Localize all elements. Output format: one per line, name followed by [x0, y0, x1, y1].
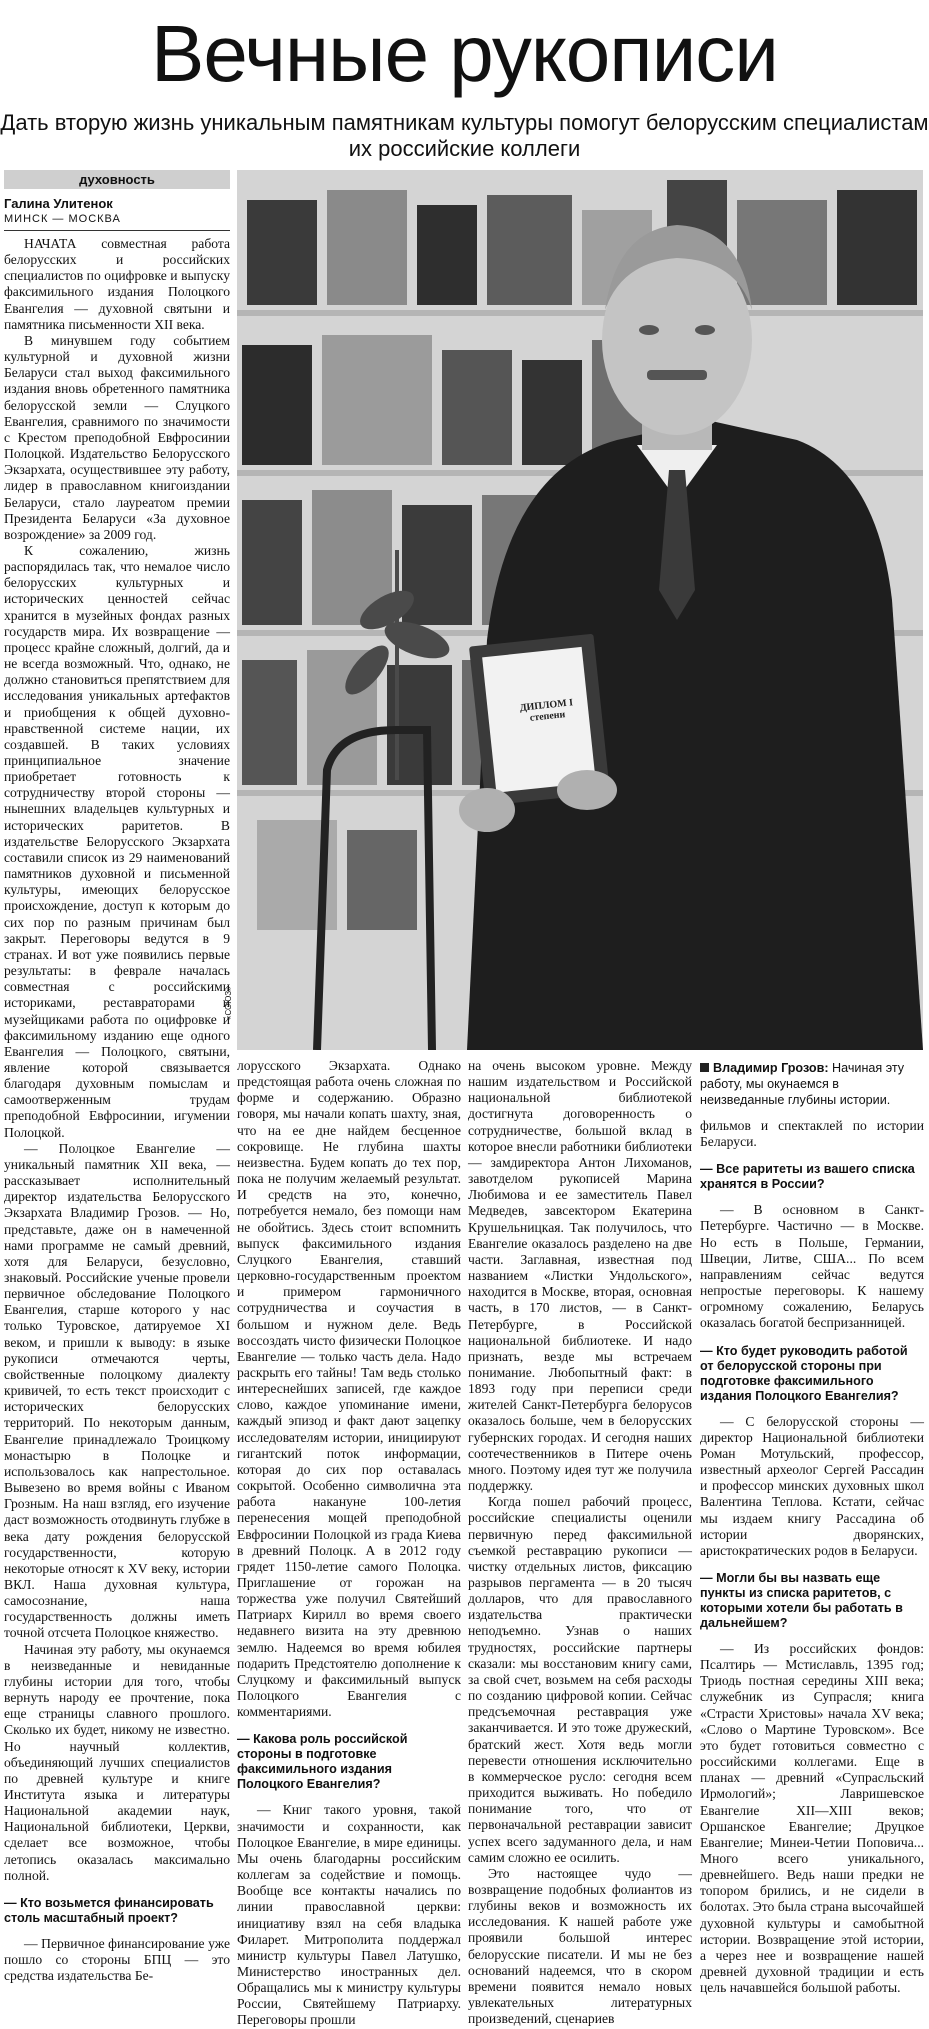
question: — Какова роль российской стороны в подготовке факсимильного издания Полоцкого Евангелия?	[237, 1732, 461, 1792]
paragraph: на очень высоком уровне. Между нашим издательством и Российской национальной библиотекой достигнута договоренность о сотрудничестве, большой вклад в которое внесли работники библиотеки — замдиректора Антон Лихоманов, завотделом рукописей Марина Любимова и ее заместитель Павел Медведев, завсектором Екатерина Крушельницкая. Так получилось, что Евангелие оказалось разделено на две части. Заглавная, известная под названием «Листки Ундольского», находится в Москве, вторая, основная часть, в 170 листов, — в Санкт-Петербурге, в Российской национальной библиотеке. И надо признать, везде мы встречаем понимание. Любопытный факт: в 1893 году при переписи среди жителей Санкт-Петербурга белорусов оказалось больше, чем в белорусских губернских городах. И сегодня наших соотечественников в Питере очень много. Поэтому идея тут же получила поддержку.	[468, 1058, 692, 1494]
question: — Могли бы вы назвать еще пункты из списка раритетов, с которыми хотели бы работать в дальнейшем?	[700, 1571, 924, 1631]
caption-name: Владимир Грозов:	[713, 1061, 829, 1075]
paragraph: Это настоящее чудо — возвращение подобных фолиантов из глубины веков и возможность их исследования. К нашей работе уже проявили большой интерес белорусские писатели. И мы не без оснований надеемся, что в скором времени появится немало новых увлекательных литературных произведений, сценариев	[468, 1865, 692, 2027]
paragraph: фильмов и спектаклей по истории Беларуси.	[700, 1118, 924, 1150]
plaque-text: ДИПЛОМ I степени	[519, 697, 574, 724]
paragraph: В минувшем году событием культурной и духовной жизни Беларуси стал выход факсимильного издания вновь обретенного памятника белорусской земли — Слуцкого Евангелия, сравнимого по значимости с Крестом преподобной Евфросинии Полоцкой. Издательство Белорусского Экзархата, осуществившее эту работу, лидер в православном книгоиздании Беларуси, стало лауреатом премии Президента Беларуси «За духовное возрождение» за 2009 год.	[4, 332, 230, 542]
paragraph: — В основном в Санкт-Петербурге. Частично — в Москве. Но есть в Польше, Германии, Швеции, Литве, США... По всем направлениям сейчас ведутся непростые переговоры. К нашему огромному сожалению, Беларусь оказалась богатой беспризанницей.	[700, 1202, 924, 1331]
paragraph: Когда пошел рабочий процесс, российские специалисты оценили первичную перед факсимильной съемкой реставрацию рукописи — чистку отдельных листов, фиксацию разрывов пергамента — в 20 тысяч долларов, что для православного издательства практически неподъемно. Узнав о наших трудностях, российские партнеры сказали: мы восстановим книгу сами, за свой счет, возьмем на себя расходы по созданию цифровой копии. Сейчас предсъемочная реставрация уже заканчивается. И это тоже дружеский, братский жест. Хотя ведь могли перевести отношения исключительно в коммерческое русло: сегодня всем приходится выживать. Но победило понимание того, что от первоначальной реставрации зависит успех всего задуманного дела, и нам самим сложно ее осилить.	[468, 1494, 692, 1865]
column-3	[468, 1058, 692, 2027]
caption-text: Начиная эту работу, мы окунаемся в неизведанные глубины истории.	[700, 1061, 905, 1107]
author-name: Галина Улитенок	[4, 196, 113, 211]
dateline: МИНСК — МОСКВА	[4, 213, 121, 225]
paragraph: — Полоцкое Евангелие — уникальный памятник XII века, — рассказывает исполнительный директор издательства Белорусского Экзархата Владимир Грозов. — Но, представьте, даже он в намеченной нами программе не самый древний, хотя для Беларуси, безусловно, знаковый. Российские ученые провели первичное обследование Полоцкого Евангелия, старше которого у нас только Туровское, датируемое XI веком, и пришли к выводу: в языке рукописи отмечаются черты, свойственные полоцкому диалекту кривичей, то есть текст происходит с исторических белорусских территорий. По некоторым данным, Евангелие принадлежало Троицкому монастырю в Полоцке и использовалось как напрестольное. Вывезено во время войны с Иваном Грозным. На наш взгляд, его изучение даст возможность отодвинуть глубже в века дату рождения белорусской государственности, которую некоторые относят к XV веку, истории ВКЛ. Наша духовная культура, самосознание, наша государственность должны иметь точной отсчета Полоцкое княжество.	[4, 1140, 230, 1641]
photo	[237, 170, 923, 1050]
paragraph: — Книг такого уровня, такой значимости и сохранности, как Полоцкое Евангелие, в мире единицы. Мы очень благодарны российским коллегам за содействие и помощь. Вообще все контакты начались по линии православной церкви: инициативу взял на себя владыка Филарет. Митрополита поддержал министр культуры Павел Латушко, Министерство иностранных дел. Обращались мы к министру культуры России, Святейшему Патриарху. Переговоры прошли	[237, 1802, 461, 2028]
photo-illustration	[237, 170, 923, 1050]
subheadline: Дать вторую жизнь уникальным памятникам культуры помогут белорусским специалистам их российские коллеги	[0, 110, 929, 161]
paragraph: К сожалению, жизнь распорядилась так, что немалое число белорусских культурных и исторических ценностей сейчас хранится в музейных фондах разных государств мира. Их возвращение — процесс крайне сложный, долгий, да и не всегда возможный. Что, однако, не должно становиться препятствием для исследования уникальных артефактов и приобщения к общей духовно-нравственной системе нации, их создавшей. В таких условиях принципиальное значение приобретает готовность к сотрудничеству второй стороны — нынешних владельцев культурных и исторических раритетов. В издательстве Белорусского Экзархата составили список из 29 наименований памятников духовной и письменной культуры, имеющих белорусское происхождение, доступ к которым до сих пор по разным причинам был закрыт. Переговоры ведутся в 9 странах. И вот уже появились первые результаты: в феврале началась совместная с российскими историками, реставраторами и музейщиками работа по оцифровке и факсимильному изданию еще одного Евангелия — Полоцкого, святыни, явление которой связывается благодаря духовным помыслам и самоотверженным трудам преподобной Евфросинии, игумении Полоцкой.	[4, 542, 230, 1140]
column-4	[700, 1118, 924, 1996]
headline: Вечные рукописи	[151, 9, 778, 98]
paragraph: НАЧАТА совместная работа белорусских и российских специалистов по оцифровке и выпуску факсимильного издания Полоцкого Евангелия — духовной святыни и памятника письменности XII века.	[4, 236, 230, 332]
paragraph: — Из российских фондов: Псалтирь — Мстиславль, 1395 год; Триодь постная середины XIII века; служебник из Супрасля; книга «Страсти Христовы» начала XV века; «Слово о Мартине Туровском». Все это будет готовиться совместно с российскими коллегами. Еще в планах — древний «Супрасльский Ирмологий»; Лавришевское Евангелие XII—XIII веков; Оршанское Евангелие; Друцкое Евангелие; Минеи-Четии Поповича... Много всего уникального, древнейшего. Ведь наши предки не топором брились, и не сидели в болотах. Это была страна высочайшей духовной культуры и самобытной истории. Возвращение этой истории, а через нее и возвращение нашей древней духовной традиции и есть цель начавшейся большой работы.	[700, 1640, 924, 1996]
paragraph: Начиная эту работу, мы окунаемся в неизведанные и невиданные глубины истории для того, чтобы вернуть народу ее прочтение, пока еще страницы славного прошлого. Сколько их будет, никому не известно. Но научный коллектив, объединяющий лучших специалистов по древней культуре и книге Института языка и литературы Национальной академии наук, Национальной библиотеки, Церкви, сделает все возможное, чтобы летопись оказалась максимально полной.	[4, 1641, 230, 1883]
column-2	[237, 1058, 461, 2029]
question: — Кто возьмется финансировать столь масштабный проект?	[4, 1896, 230, 1926]
photo-caption	[700, 1060, 924, 1108]
photo-credit: «СОЮЗ»	[224, 986, 233, 1020]
bullet-square-icon	[700, 1063, 709, 1072]
rubric-label: духовность	[4, 170, 230, 189]
divider	[4, 230, 230, 231]
question: — Кто будет руководить работой от белорусской стороны при подготовке факсимильного издания Полоцкого Евангелия?	[700, 1344, 924, 1404]
paragraph: — С белорусской стороны — директор Национальной библиотеки Роман Мотульский, профессор, известный археолог Сергей Рассадин и профессор минских духовных школ Валентина Теплова. Кстати, сейчас мы издаем книгу Рассадина об истории дворянских, аристократических родов в Беларуси.	[700, 1413, 924, 1558]
paragraph: — Первичное финансирование уже пошло со стороны БПЦ — это средства издательства Бе-	[4, 1935, 230, 1984]
column-1	[4, 236, 230, 1984]
question: — Все раритеты из вашего списка хранятся в России?	[700, 1162, 924, 1192]
paragraph: лорусского Экзархата. Однако предстоящая работа очень сложная по форме и содержанию. Образно говоря, мы начали копать шахту, зная, что на ее дне найдем бесценное сокровище. Не глубина шахты неизвестна. Будем копать до тех пор, пока не получим желаемый результат. И средств на это, конечно, потребуется немало, без помощи нам не обойтись. Здесь стоит вспомнить выпуск факсимильного издания Слуцкого Евангелия, ставший церковно-государственным проектом и примером гармоничного сотрудничества и соучастия в большом и нужном деле. Ведь воссоздать чисто физически Полоцкое Евангелие — только часть дела. Надо раскрыть его тайны! Там ведь столько интереснейших записей, где каждое слово, каждое упоминание имени, каждый эпизод и факт дают зацепку исследователям истории, инициируют гигантский поток информации, которая до сих пор оставалась сокрытой. Особенно символична эта работа накануне 100-летия перенесения мощей преподобной Евфросинии Полоцкой из града Киева в древний Полоцк. А в 2012 году грядет 1150-летие самого Полоцка. Приглашение от горожан на торжества уже получил Святейший Патриарх Кирилл во время своего недавнего визита на эту древнюю землю. Надеемся во время юбилея подарить Предстоятелю дополнение к Слуцкому и факсимильный выпуск Полоцкого Евангелия с комментариями.	[237, 1058, 461, 1720]
